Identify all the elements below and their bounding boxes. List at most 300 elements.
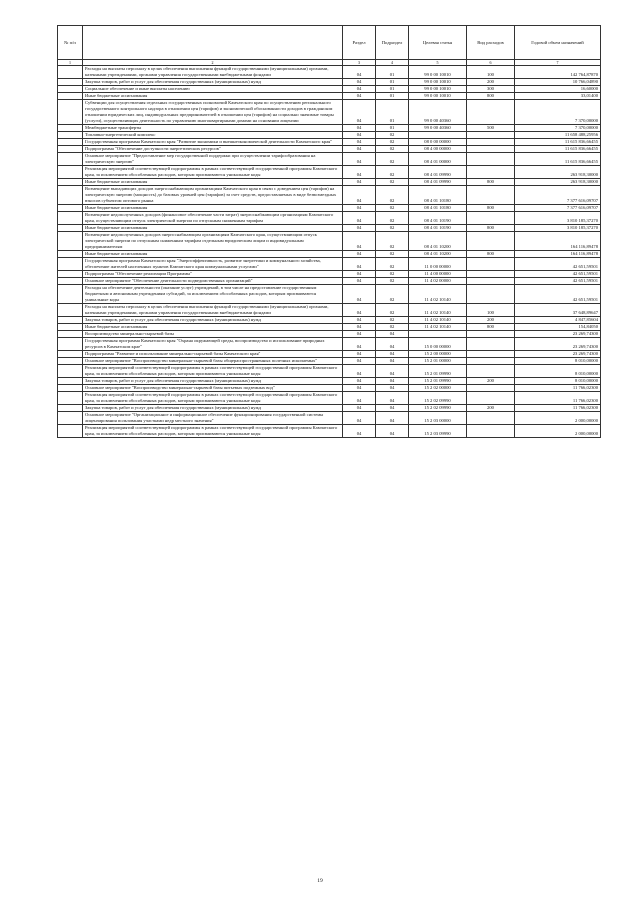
header-podrazdel: Подраздел <box>376 26 409 60</box>
table-row <box>58 365 601 378</box>
row-number-cell <box>58 278 83 285</box>
target-article-cell: 08 4 01 10180 <box>409 205 467 212</box>
target-article-cell: 11 4 00 00000 <box>409 271 467 278</box>
razdel-cell: 04 <box>343 225 376 232</box>
amount-cell: 164 116,89478 <box>515 232 601 251</box>
item-name-cell: Закупка товаров, работ и услуг для обеспечения государственных (муниципальных) нужд <box>83 317 343 324</box>
amount-cell: 164 116,89478 <box>515 251 601 258</box>
razdel-cell: 04 <box>343 146 376 153</box>
item-name-cell: Возмещение выпадающих доходов энергоснабжающим организациям Камчатского края в связи с доведением цен (тарифов) на электрическую энергию (мощность) до базовых уровней цен (тарифов) за счет средств, предоставляемых в виде безвозмездных взносов субъектом оптового рынка <box>83 186 343 205</box>
amount-cell: 7 370,00000 <box>515 100 601 125</box>
podrazdel-cell: 02 <box>376 139 409 146</box>
row-number-cell <box>58 166 83 179</box>
razdel-cell: 04 <box>343 392 376 405</box>
razdel-cell: 04 <box>343 205 376 212</box>
target-article-cell: 08 4 01 10190 <box>409 212 467 225</box>
column-number: 6 <box>467 60 515 66</box>
table-row <box>58 338 601 351</box>
item-name-cell: Основное мероприятие "Предоставление мер государственной поддержки при осуществлении тарифообразования на электрическую энергию" <box>83 153 343 166</box>
item-name-cell: Социальное обеспечение и иные выплаты населению <box>83 86 343 93</box>
razdel-cell: 04 <box>343 378 376 385</box>
item-name-cell: Реализация мероприятий соответствующей подпрограммы в рамках соответствующей государственной программы Камчатского края, за исключением обособленных расходов, которым присваиваются уникальные коды <box>83 365 343 378</box>
podrazdel-cell: 02 <box>376 186 409 205</box>
item-name-cell: Возмещение недополученных доходов (финансовое обеспечение части затрат) энергоснабжающим организациям Камчатского края, осуществляющим отпуск электрической энергии по отпускным сниженным тарифам <box>83 212 343 225</box>
expense-type-cell: 800 <box>467 324 515 331</box>
target-article-cell: 08 4 01 09990 <box>409 179 467 186</box>
target-article-cell: 11 4 02 10140 <box>409 304 467 317</box>
amount-cell: 7 370,00000 <box>515 125 601 132</box>
table-row <box>58 93 601 100</box>
expense-type-cell <box>467 358 515 365</box>
row-number-cell <box>58 258 83 271</box>
amount-cell: 2 000,00000 <box>515 425 601 438</box>
item-name-cell: Возмещение недополученных доходов энергоснабжающим организациям Камчатского края, осуществляющим отпуск электрической энергии по отпускным сниженным тарифам отдельным юридическим лицам и индивидуальным предпринимателям <box>83 232 343 251</box>
target-article-cell: 08 0 00 00000 <box>409 139 467 146</box>
target-article-cell: 99 0 00 40360 <box>409 100 467 125</box>
item-name-cell: Иные бюджетные ассигнования <box>83 225 343 232</box>
row-number-cell <box>58 205 83 212</box>
item-name-cell: Иные бюджетные ассигнования <box>83 251 343 258</box>
target-article-cell: 99 0 00 10010 <box>409 79 467 86</box>
expense-type-cell: 100 <box>467 304 515 317</box>
table-row <box>58 125 601 132</box>
item-name-cell: Государственная программа Камчатского края "Развитие экономики и внешнеэкономической деятельности Камчатского края" <box>83 139 343 146</box>
expense-type-cell: 200 <box>467 79 515 86</box>
razdel-cell: 04 <box>343 166 376 179</box>
amount-cell: 11 766,02300 <box>515 392 601 405</box>
amount-cell: 154,84050 <box>515 324 601 331</box>
razdel-cell: 04 <box>343 338 376 351</box>
razdel-cell: 04 <box>343 139 376 146</box>
amount-cell: 42 651,59501 <box>515 271 601 278</box>
table-row <box>58 251 601 258</box>
razdel-cell: 04 <box>343 258 376 271</box>
row-number-cell <box>58 139 83 146</box>
podrazdel-cell: 02 <box>376 271 409 278</box>
amount-cell: 11 615 836,66455 <box>515 153 601 166</box>
podrazdel-cell: 02 <box>376 146 409 153</box>
row-number-cell <box>58 153 83 166</box>
razdel-cell: 04 <box>343 100 376 125</box>
column-number: 4 <box>376 60 409 66</box>
item-name-cell: Основное мероприятие "Организационное и информационное обеспечение функционирования государственной системы лицензирования пользования участками недр местного значения" <box>83 412 343 425</box>
item-name-cell: Государственная программа Камчатского края "Охрана окружающей среды, воспроизводство и использование природных ресурсов в Камчатском крае" <box>83 338 343 351</box>
podrazdel-cell: 04 <box>376 425 409 438</box>
amount-cell: 3 810 185,37270 <box>515 225 601 232</box>
table-row <box>58 186 601 205</box>
podrazdel-cell: 02 <box>376 258 409 271</box>
amount-cell: 33,01400 <box>515 93 601 100</box>
amount-cell: 4 847,85604 <box>515 317 601 324</box>
table-row <box>58 392 601 405</box>
item-name-cell: Расходы на обеспечение деятельности (оказание услуг) учреждений, в том числе на предоставление государственным бюджетным и автономным учреждениям субсидий, за исключением обособленных расходов, которым присваиваются уникальные коды <box>83 285 343 304</box>
podrazdel-cell: 04 <box>376 385 409 392</box>
table-row <box>58 304 601 317</box>
target-article-cell: 15 2 01 09990 <box>409 365 467 378</box>
expense-type-cell <box>467 100 515 125</box>
amount-cell: 11 766,02300 <box>515 385 601 392</box>
razdel-cell: 04 <box>343 132 376 139</box>
target-article-cell: 08 4 01 09990 <box>409 166 467 179</box>
target-article-cell: 15 2 02 09990 <box>409 392 467 405</box>
podrazdel-cell: 02 <box>376 278 409 285</box>
expense-type-cell <box>467 139 515 146</box>
target-article-cell: 99 0 00 10010 <box>409 86 467 93</box>
razdel-cell: 04 <box>343 232 376 251</box>
podrazdel-cell: 04 <box>376 365 409 378</box>
target-article-cell: 11 4 02 10140 <box>409 317 467 324</box>
table-row <box>58 179 601 186</box>
item-name-cell: Закупка товаров, работ и услуг для обеспечения государственных (муниципальных) нужд <box>83 79 343 86</box>
expense-type-cell <box>467 331 515 338</box>
amount-cell: 42 651,59501 <box>515 278 601 285</box>
expense-type-cell <box>467 392 515 405</box>
target-article-cell: 15 2 01 09990 <box>409 378 467 385</box>
table-row <box>58 358 601 365</box>
target-article-cell: 15 2 00 00000 <box>409 351 467 358</box>
row-number-cell <box>58 351 83 358</box>
column-number: 2 <box>83 60 343 66</box>
expense-type-cell <box>467 351 515 358</box>
table-row <box>58 146 601 153</box>
row-number-cell <box>58 385 83 392</box>
amount-cell: 8 010,00000 <box>515 358 601 365</box>
target-article-cell: 08 4 01 10180 <box>409 186 467 205</box>
row-number-cell <box>58 100 83 125</box>
expense-type-cell <box>467 232 515 251</box>
podrazdel-cell: 02 <box>376 317 409 324</box>
amount-cell: 11 658 488,25956 <box>515 132 601 139</box>
row-number-cell <box>58 331 83 338</box>
item-name-cell: Межбюджетные трансферты <box>83 125 343 132</box>
expense-type-cell <box>467 271 515 278</box>
target-article-cell: 08 4 00 00000 <box>409 146 467 153</box>
razdel-cell: 04 <box>343 331 376 338</box>
razdel-cell: 04 <box>343 412 376 425</box>
item-name-cell: Основное мероприятие "Обеспечение деятельности подведомственных организаций" <box>83 278 343 285</box>
target-article-cell <box>409 132 467 139</box>
table-row <box>58 385 601 392</box>
target-article-cell: 15 2 02 00000 <box>409 385 467 392</box>
podrazdel-cell: 04 <box>376 358 409 365</box>
expense-type-cell: 800 <box>467 93 515 100</box>
row-number-cell <box>58 285 83 304</box>
podrazdel-cell: 04 <box>376 378 409 385</box>
table-row <box>58 153 601 166</box>
razdel-cell: 04 <box>343 153 376 166</box>
row-number-cell <box>58 271 83 278</box>
target-article-cell: 99 0 00 40360 <box>409 125 467 132</box>
item-name-cell: Иные бюджетные ассигнования <box>83 93 343 100</box>
expense-type-cell: 300 <box>467 86 515 93</box>
expense-type-cell: 500 <box>467 125 515 132</box>
razdel-cell: 04 <box>343 212 376 225</box>
item-name-cell: Закупка товаров, работ и услуг для обеспечения государственных (муниципальных) нужд <box>83 378 343 385</box>
podrazdel-cell: 02 <box>376 166 409 179</box>
item-name-cell: Основное мероприятие "Воспроизводство минерально-сырьевой базы питьевых подземных вод" <box>83 385 343 392</box>
expense-type-cell <box>467 412 515 425</box>
item-name-cell: Государственная программа Камчатского края "Энергоэффективность, развитие энергетики и коммунального хозяйства, обеспечение жителей населенных пунктов Камчатского края коммунальными услугами" <box>83 258 343 271</box>
amount-cell: 263 918,30000 <box>515 179 601 186</box>
expense-type-cell <box>467 338 515 351</box>
podrazdel-cell: 01 <box>376 79 409 86</box>
row-number-cell <box>58 79 83 86</box>
expense-type-cell <box>467 365 515 378</box>
table-body <box>58 66 601 438</box>
header-target-article: Целевая статья <box>409 26 467 60</box>
amount-cell: 16,60000 <box>515 86 601 93</box>
razdel-cell: 04 <box>343 179 376 186</box>
target-article-cell: 11 4 02 00000 <box>409 278 467 285</box>
razdel-cell: 04 <box>343 93 376 100</box>
target-article-cell: 08 4 01 10200 <box>409 251 467 258</box>
header-razdel: Раздел <box>343 26 376 60</box>
row-number-cell <box>58 125 83 132</box>
row-number-cell <box>58 251 83 258</box>
podrazdel-cell: 04 <box>376 412 409 425</box>
razdel-cell: 04 <box>343 186 376 205</box>
amount-cell: 42 651,59501 <box>515 285 601 304</box>
column-number: 1 <box>58 60 83 66</box>
target-article-cell: 11 4 02 10140 <box>409 285 467 304</box>
amount-cell: 11 615 836,66455 <box>515 146 601 153</box>
target-article-cell: 15 0 00 00000 <box>409 338 467 351</box>
table-row <box>58 324 601 331</box>
expense-type-cell: 800 <box>467 179 515 186</box>
row-number-cell <box>58 392 83 405</box>
row-number-cell <box>58 317 83 324</box>
amount-cell: 3 810 185,37270 <box>515 212 601 225</box>
page-number: 19 <box>317 878 323 884</box>
expense-type-cell <box>467 285 515 304</box>
item-name-cell: Основное мероприятие "Воспроизводство минерально-сырьевой базы общераспространенных полезных ископаемых" <box>83 358 343 365</box>
podrazdel-cell: 01 <box>376 93 409 100</box>
razdel-cell: 04 <box>343 425 376 438</box>
podrazdel-cell: 02 <box>376 285 409 304</box>
header-num: № п/п <box>58 26 83 60</box>
podrazdel-cell: 02 <box>376 179 409 186</box>
expense-type-cell: 200 <box>467 317 515 324</box>
row-number-cell <box>58 212 83 225</box>
podrazdel-cell: 04 <box>376 331 409 338</box>
expense-type-cell: 800 <box>467 251 515 258</box>
target-article-cell: 11 4 02 10140 <box>409 324 467 331</box>
table-row <box>58 139 601 146</box>
razdel-cell: 04 <box>343 125 376 132</box>
table-row <box>58 405 601 412</box>
item-name-cell: Подпрограмма "Развитие и использование минерально-сырьевой базы Камчатского края" <box>83 351 343 358</box>
table-row <box>58 132 601 139</box>
amount-cell: 7 377 616,09707 <box>515 205 601 212</box>
row-number-cell <box>58 304 83 317</box>
column-number: 5 <box>409 60 467 66</box>
row-number-cell <box>58 93 83 100</box>
row-number-cell <box>58 132 83 139</box>
row-number-cell <box>58 86 83 93</box>
table-row <box>58 205 601 212</box>
table-row <box>58 258 601 271</box>
amount-cell: 11 766,02300 <box>515 405 601 412</box>
expense-type-cell <box>467 186 515 205</box>
expense-type-cell: 200 <box>467 378 515 385</box>
item-name-cell: Расходы на выплаты персоналу в целях обеспечения выполнения функций государственными (муниципальными) органами, казенными учреждениями, органами управления государственными внебюджетными фондами <box>83 66 343 79</box>
column-number: 7 <box>515 60 601 66</box>
amount-cell: 42 651,59501 <box>515 258 601 271</box>
target-article-cell: 08 4 01 10200 <box>409 232 467 251</box>
item-name-cell: Субвенции для осуществления отдельных государственных полномочий Камчатского края по осуществлению регионального государственного контрольного надзора в отношении цен (тарифов) и экономической обоснованности доходов в гражданском отношении юридических лиц, индивидуальных предпринимателей в отношении цен (тарифов) на социально значимые товары (услуги), осуществляющих деятельность по управлению многоквартирными домами на основании лицензии <box>83 100 343 125</box>
item-name-cell: Реализация мероприятий соответствующей подпрограммы в рамках соответствующей государственной программы Камчатского края, за исключением обособленных расходов, которым присваиваются уникальные коды <box>83 425 343 438</box>
target-article-cell: 08 4 01 00000 <box>409 153 467 166</box>
razdel-cell: 04 <box>343 86 376 93</box>
amount-cell: 37 648,89647 <box>515 304 601 317</box>
expense-type-cell: 100 <box>467 66 515 79</box>
table-row <box>58 271 601 278</box>
item-name-cell: Воспроизводство минерально-сырьевой базы <box>83 331 343 338</box>
row-number-cell <box>58 232 83 251</box>
podrazdel-cell: 01 <box>376 86 409 93</box>
razdel-cell: 04 <box>343 365 376 378</box>
item-name-cell: Реализация мероприятий соответствующей подпрограммы в рамках соответствующей государственной программы Камчатского края, за исключением обособленных расходов, которым присваиваются уникальные коды <box>83 392 343 405</box>
table-row <box>58 351 601 358</box>
amount-cell: 11 615 836,66455 <box>515 139 601 146</box>
podrazdel-cell: 04 <box>376 392 409 405</box>
podrazdel-cell: 01 <box>376 66 409 79</box>
podrazdel-cell: 02 <box>376 324 409 331</box>
razdel-cell: 04 <box>343 79 376 86</box>
target-article-cell: 08 4 01 10190 <box>409 225 467 232</box>
row-number-cell <box>58 225 83 232</box>
target-article-cell: 15 2 03 09990 <box>409 425 467 438</box>
item-name-cell: Закупка товаров, работ и услуг для обеспечения государственных (муниципальных) нужд <box>83 405 343 412</box>
table-row <box>58 225 601 232</box>
razdel-cell: 04 <box>343 385 376 392</box>
row-number-cell <box>58 338 83 351</box>
row-number-cell <box>58 412 83 425</box>
row-number-cell <box>58 378 83 385</box>
target-article-cell <box>409 331 467 338</box>
amount-cell: 2 000,00000 <box>515 412 601 425</box>
podrazdel-cell: 04 <box>376 338 409 351</box>
target-article-cell: 15 2 03 00000 <box>409 412 467 425</box>
budget-table <box>57 25 601 438</box>
header-expense-type: Вид расходов <box>467 26 515 60</box>
amount-cell: 8 010,00000 <box>515 378 601 385</box>
row-number-cell <box>58 405 83 412</box>
row-number-cell <box>58 186 83 205</box>
item-name-cell: Иные бюджетные ассигнования <box>83 205 343 212</box>
podrazdel-cell: 02 <box>376 225 409 232</box>
podrazdel-cell: 02 <box>376 232 409 251</box>
header-name <box>83 26 343 60</box>
table-row <box>58 166 601 179</box>
table-row <box>58 378 601 385</box>
amount-cell: 7 377 616,09707 <box>515 186 601 205</box>
podrazdel-cell: 01 <box>376 100 409 125</box>
table-row <box>58 412 601 425</box>
table-row <box>58 86 601 93</box>
podrazdel-cell: 02 <box>376 212 409 225</box>
amount-cell: 23 269,74300 <box>515 331 601 338</box>
expense-type-cell <box>467 385 515 392</box>
table-row <box>58 425 601 438</box>
razdel-cell: 04 <box>343 317 376 324</box>
item-name-cell: Топливно-энергетический комплекс <box>83 132 343 139</box>
item-name-cell: Иные бюджетные ассигнования <box>83 324 343 331</box>
podrazdel-cell: 02 <box>376 153 409 166</box>
amount-cell: 8 010,00000 <box>515 365 601 378</box>
item-name-cell: Иные бюджетные ассигнования <box>83 179 343 186</box>
razdel-cell: 04 <box>343 285 376 304</box>
table-row <box>58 331 601 338</box>
razdel-cell: 04 <box>343 66 376 79</box>
table-row <box>58 212 601 225</box>
row-number-cell <box>58 146 83 153</box>
amount-cell: 23 269,74300 <box>515 338 601 351</box>
amount-cell: 142 764,87870 <box>515 66 601 79</box>
target-article-cell: 15 2 01 00000 <box>409 358 467 365</box>
table-row <box>58 79 601 86</box>
table-row <box>58 278 601 285</box>
row-number-cell <box>58 365 83 378</box>
amount-cell: 263 918,30000 <box>515 166 601 179</box>
podrazdel-cell: 01 <box>376 125 409 132</box>
item-name-cell: Реализация мероприятий соответствующей подпрограммы в рамках соответствующей государственной программы Камчатского края, за исключением обособленных расходов, которым присваиваются уникальные коды <box>83 166 343 179</box>
razdel-cell: 04 <box>343 405 376 412</box>
table-row <box>58 317 601 324</box>
expense-type-cell <box>467 278 515 285</box>
expense-type-cell <box>467 132 515 139</box>
expense-type-cell: 800 <box>467 205 515 212</box>
target-article-cell: 15 2 02 09990 <box>409 405 467 412</box>
row-number-cell <box>58 358 83 365</box>
target-article-cell: 99 0 00 10010 <box>409 93 467 100</box>
table-row <box>58 66 601 79</box>
razdel-cell: 04 <box>343 278 376 285</box>
item-name-cell: Расходы на выплаты персоналу в целях обеспечения выполнения функций государственными (муниципальными) органами, казенными учреждениями, органами управления государственными внебюджетными фондами <box>83 304 343 317</box>
amount-cell: 23 269,74300 <box>515 351 601 358</box>
expense-type-cell <box>467 166 515 179</box>
table-row <box>58 285 601 304</box>
podrazdel-cell: 04 <box>376 351 409 358</box>
column-number: 3 <box>343 60 376 66</box>
table-row <box>58 100 601 125</box>
row-number-cell <box>58 66 83 79</box>
podrazdel-cell: 02 <box>376 251 409 258</box>
razdel-cell: 04 <box>343 251 376 258</box>
row-number-cell <box>58 425 83 438</box>
razdel-cell: 04 <box>343 351 376 358</box>
target-article-cell: 11 0 00 00000 <box>409 258 467 271</box>
expense-type-cell <box>467 153 515 166</box>
row-number-cell <box>58 324 83 331</box>
podrazdel-cell: 02 <box>376 132 409 139</box>
podrazdel-cell: 04 <box>376 405 409 412</box>
item-name-cell: Подпрограмма "Обеспечение доступности энергетических ресурсов" <box>83 146 343 153</box>
expense-type-cell <box>467 146 515 153</box>
expense-type-cell <box>467 258 515 271</box>
razdel-cell: 04 <box>343 304 376 317</box>
expense-type-cell <box>467 425 515 438</box>
razdel-cell: 04 <box>343 271 376 278</box>
target-article-cell: 99 0 00 10010 <box>409 66 467 79</box>
item-name-cell: Подпрограмма "Обеспечение реализации Программы" <box>83 271 343 278</box>
razdel-cell: 04 <box>343 358 376 365</box>
header-annual-volume: Годовой объем назначений <box>515 26 601 60</box>
podrazdel-cell: 02 <box>376 304 409 317</box>
razdel-cell: 04 <box>343 324 376 331</box>
expense-type-cell: 800 <box>467 225 515 232</box>
header-row <box>58 26 601 60</box>
